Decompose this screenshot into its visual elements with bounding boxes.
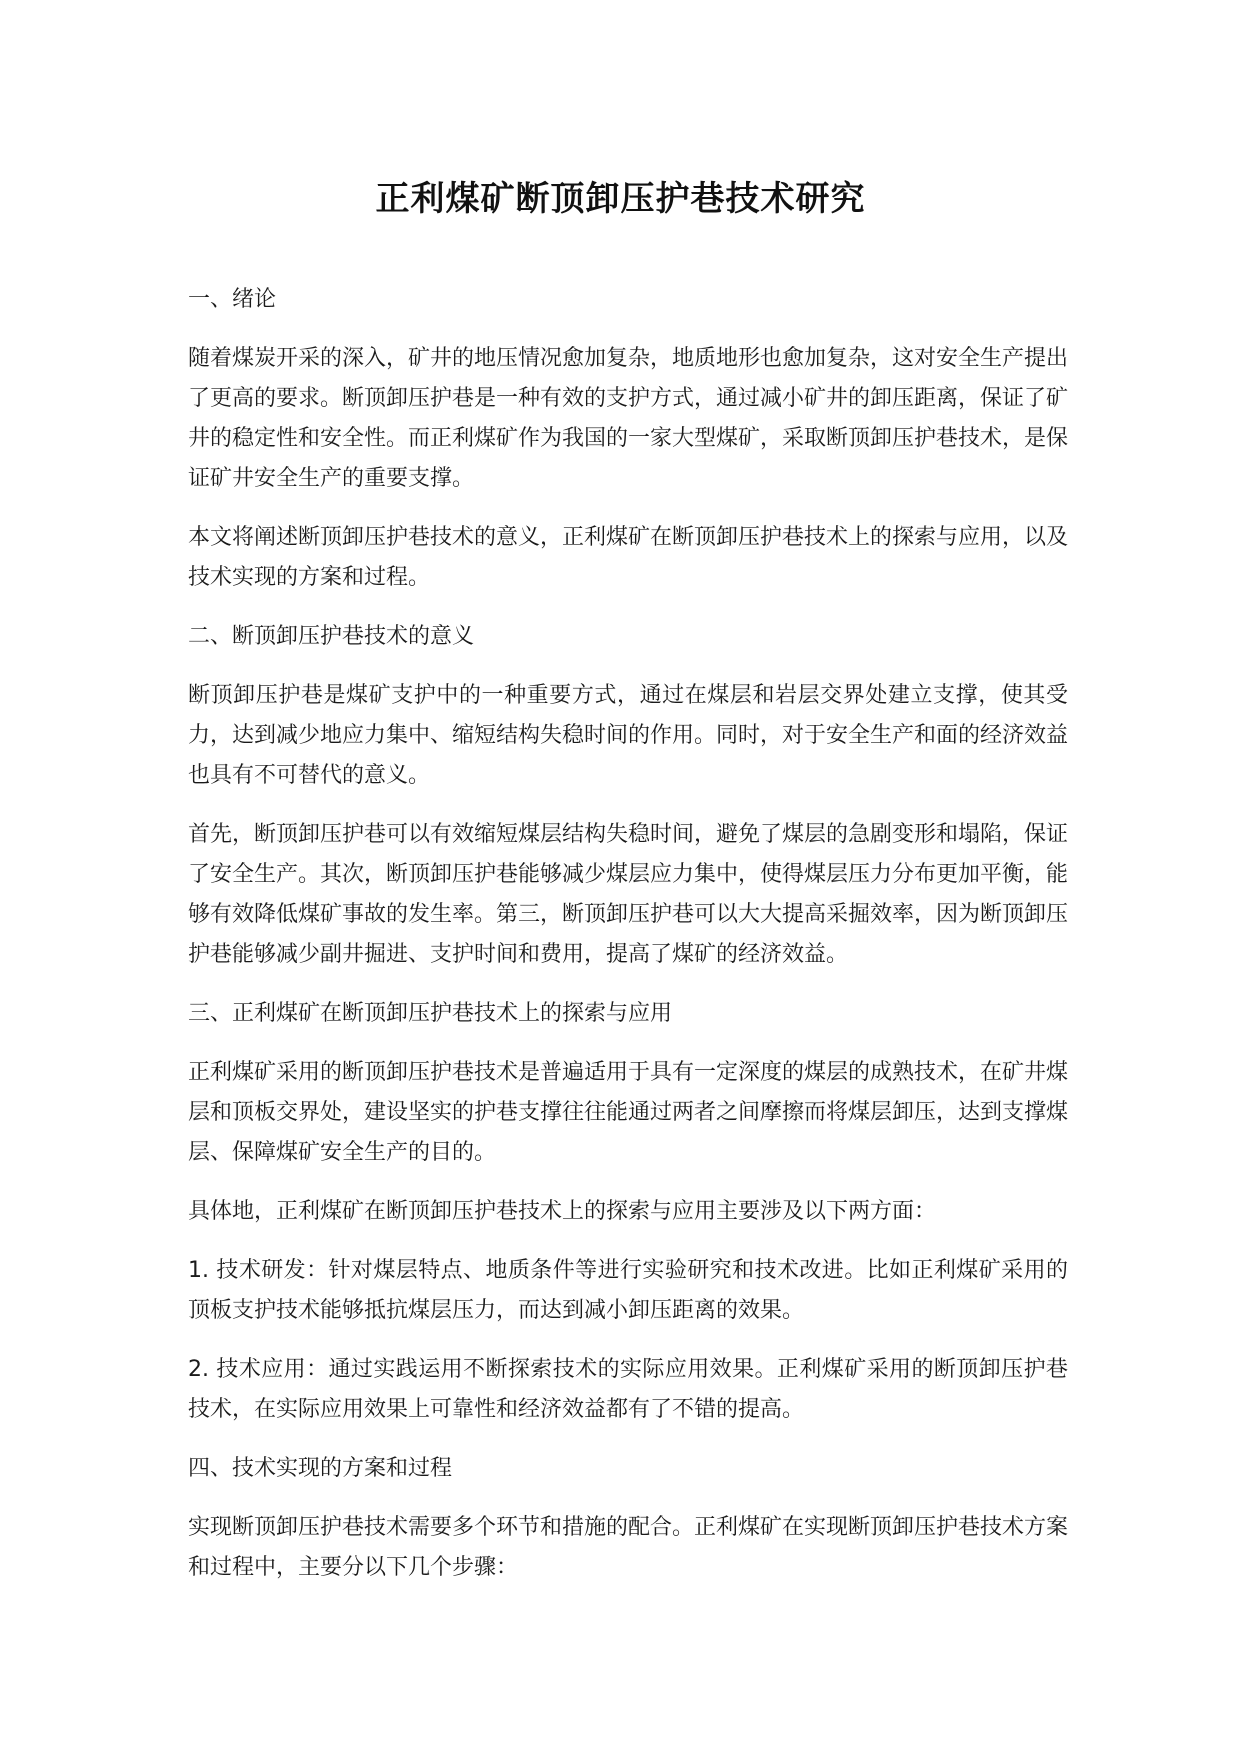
paragraph: 断顶卸压护巷是煤矿支护中的一种重要方式，通过在煤层和岩层交界处建立支撑，使其受力，达到减少地应力集中、缩短结构失稳时间的作用。同时，对于安全生产和面的经济效益也具有不可替代的意义。 [188,683,1069,788]
paragraph: 首先，断顶卸压护巷可以有效缩短煤层结构失稳时间，避免了煤层的急剧变形和塌陷，保证了安全生产。其次，断顶卸压护巷能够减少煤层应力集中，使得煤层压力分布更加平衡，能够有效降低煤矿事故的发生率。第三，断顶卸压护巷可以大大提高采掘效率，因为断顶卸压护巷能够减少副井掘进、支护时间和费用，提高了煤矿的经济效益。 [188,822,1069,967]
paragraph: 本文将阐述断顶卸压护巷技术的意义，正利煤矿在断顶卸压护巷技术上的探索与应用，以及技术实现的方案和过程。 [188,525,1069,590]
section-heading: 二、断顶卸压护巷技术的意义 [188,624,475,649]
section-implementation [188,1449,1068,1588]
paragraph: 实现断顶卸压护巷技术需要多个环节和措施的配合。正利煤矿在实现断顶卸压护巷技术方案和过程中，主要分以下几个步骤： [188,1515,1069,1580]
section-exploration [188,994,1068,1430]
section-heading: 三、正利煤矿在断顶卸压护巷技术上的探索与应用 [188,1001,673,1026]
paragraph: 具体地，正利煤矿在断顶卸压护巷技术上的探索与应用主要涉及以下两方面： [188,1199,937,1224]
document-title: 正利煤矿断顶卸压护巷技术研究 [375,179,866,219]
paragraph: 随着煤炭开采的深入，矿井的地压情况愈加复杂，地质地形也愈加复杂，这对安全生产提出了更高的要求。断顶卸压护巷是一种有效的支护方式，通过减小矿井的卸压距离，保证了矿井的稳定性和安全性。而正利煤矿作为我国的一家大型煤矿，采取断顶卸压护巷技术，是保证矿井安全生产的重要支撑。 [188,346,1069,491]
section-heading: 四、技术实现的方案和过程 [188,1456,453,1481]
section-introduction [188,280,1068,598]
list-item: 1. 技术研发：针对煤层特点、地质条件等进行实验研究和技术改进。比如正利煤矿采用的顶板支护技术能够抵抗煤层压力，而达到减小卸压距离的效果。 [188,1258,1068,1323]
paragraph: 正利煤矿采用的断顶卸压护巷技术是普遍适用于具有一定深度的煤层的成熟技术，在矿井煤层和顶板交界处，建设坚实的护巷支撑往往能通过两者之间摩擦而将煤层卸压，达到支撑煤层、保障煤矿安全生产的目的。 [188,1060,1069,1165]
list-item: 2. 技术应用：通过实践运用不断探索技术的实际应用效果。正利煤矿采用的断顶卸压护巷技术，在实际应用效果上可靠性和经济效益都有了不错的提高。 [188,1357,1068,1422]
section-heading: 一、绪论 [188,287,277,312]
section-significance [188,617,1068,975]
document-body [188,280,1068,1607]
